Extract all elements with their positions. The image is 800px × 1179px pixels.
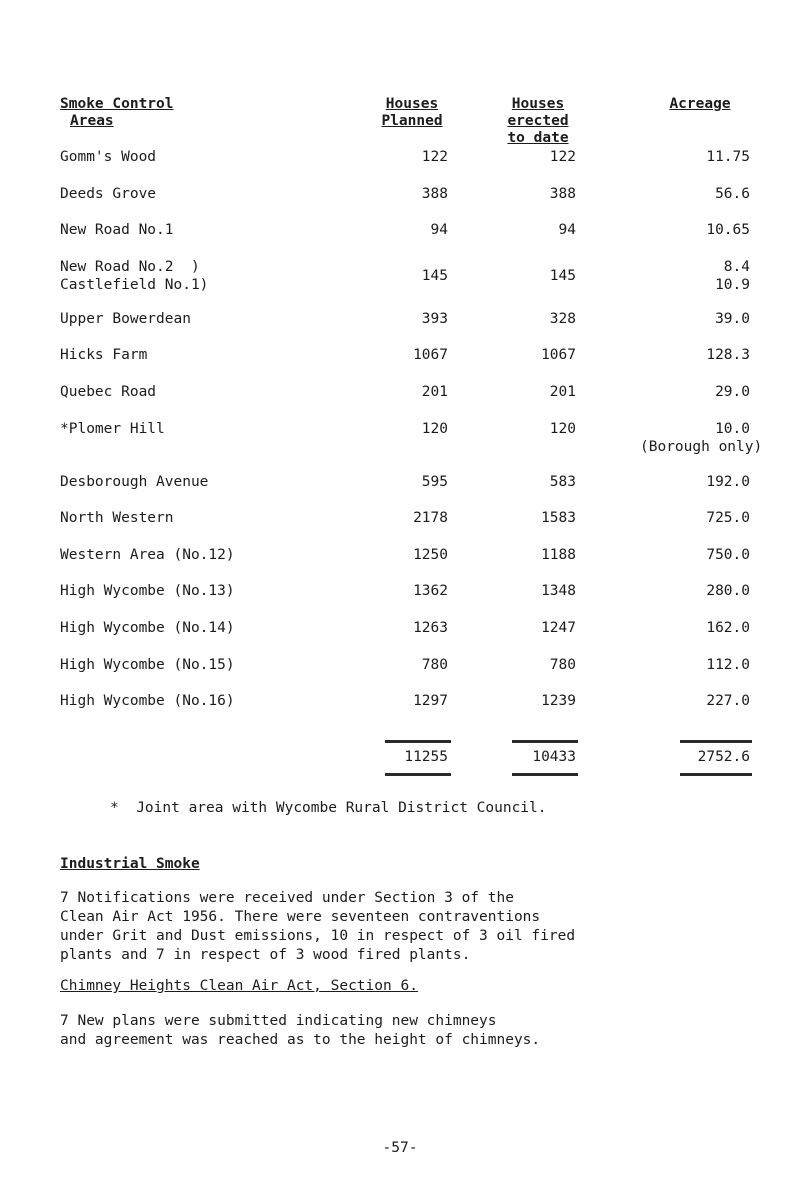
header-planned-line1: Houses (385, 96, 439, 112)
row-erected: 201 (549, 383, 576, 400)
rule-top-erected (512, 740, 578, 743)
row-erected: 1067 (541, 347, 576, 364)
table-row (0, 185, 800, 222)
row-planned: 122 (421, 149, 448, 165)
header-acreage (645, 96, 755, 113)
chimney-heights-text: 7 New plans were submitted indicating new chimneys and agreement was reached as to the height of chimneys. (60, 1013, 541, 1048)
row-planned: 595 (421, 473, 448, 490)
row-erected: 583 (549, 473, 576, 490)
row-acreage-value: 10.0 (715, 420, 750, 437)
total-planned: 11255 (404, 749, 448, 765)
table-row (0, 148, 800, 185)
row-acreage: 750.0 (706, 546, 750, 563)
row-planned: 388 (421, 185, 448, 202)
row-erected: 1239 (541, 693, 576, 710)
row-acreage: 162.0 (706, 619, 750, 636)
table-row (0, 619, 800, 656)
row-erected: 780 (549, 656, 576, 673)
row-acreage-note: (Borough only) (640, 438, 763, 455)
smoke-control-table (0, 148, 800, 729)
row-acreage: 10.65 (706, 222, 750, 239)
table-row (0, 656, 800, 693)
table-row (0, 546, 800, 583)
row-erected: 122 (549, 149, 576, 165)
rule-bottom-planned (385, 773, 451, 776)
row-planned: 94 (430, 222, 448, 239)
row-acreage (640, 420, 763, 456)
row-name: *Plomer Hill (60, 420, 165, 437)
rule-top-acreage (680, 740, 752, 743)
row-erected: 328 (549, 310, 576, 327)
chimney-heights-heading: Chimney Heights Clean Air Act, Section 6. (60, 978, 418, 994)
table-row (0, 582, 800, 619)
table-row (0, 346, 800, 383)
joint-area-footnote: * Joint area with Wycombe Rural District Council. (110, 800, 547, 816)
header-col1-line2: Areas (70, 113, 114, 129)
header-erected-line3: to date (507, 130, 569, 146)
row-acreage: 227.0 (706, 693, 750, 710)
row-planned: 1297 (413, 693, 448, 710)
table-row (0, 310, 800, 347)
row-acreage: 11.75 (706, 149, 750, 165)
row-name: Hicks Farm (60, 347, 148, 364)
header-col1-line1: Smoke Control (60, 96, 174, 112)
row-planned: 1263 (413, 619, 448, 636)
row-planned: 780 (421, 656, 448, 673)
row-name-line1: New Road No.2 ) (60, 258, 200, 275)
row-erected: 145 (549, 267, 576, 284)
table-row (0, 258, 800, 310)
row-name: North Western (60, 510, 174, 527)
row-planned: 393 (421, 310, 448, 327)
row-acreage: 112.0 (706, 656, 750, 673)
rule-bottom-erected (512, 773, 578, 776)
row-planned: 1362 (413, 583, 448, 600)
totals-row (0, 740, 800, 770)
row-acreage (640, 258, 750, 294)
table-row (0, 383, 800, 420)
row-planned: 1250 (413, 546, 448, 563)
header-planned-line2: Planned (381, 113, 443, 129)
header-erected-line1: Houses (511, 96, 565, 112)
row-acreage: 192.0 (706, 473, 750, 490)
table-row (0, 509, 800, 546)
header-houses-planned (362, 96, 462, 130)
total-erected: 10433 (532, 749, 576, 765)
row-name: New Road No.1 (60, 222, 174, 239)
row-acreage: 725.0 (706, 510, 750, 527)
header-houses-erected (483, 96, 593, 147)
row-name: High Wycombe (No.16) (60, 693, 235, 710)
row-erected: 1583 (541, 510, 576, 527)
row-name (60, 258, 208, 294)
page-number: -57- (382, 1140, 418, 1156)
table-row (0, 473, 800, 510)
row-acreage: 128.3 (706, 347, 750, 364)
row-erected: 120 (549, 420, 576, 437)
row-acreage-line1: 8.4 (723, 258, 750, 275)
row-planned: 201 (421, 383, 448, 400)
industrial-smoke-heading: Industrial Smoke (60, 856, 200, 872)
row-acreage-line2: 10.9 (715, 276, 750, 293)
row-erected: 1188 (541, 546, 576, 563)
header-acreage-label: Acreage (669, 96, 731, 112)
row-planned: 2178 (413, 510, 448, 527)
row-name: Gomm's Wood (60, 149, 157, 165)
row-erected: 1247 (541, 619, 576, 636)
row-name: Quebec Road (60, 383, 157, 400)
row-name: Western Area (No.12) (60, 546, 235, 563)
row-name: High Wycombe (No.15) (60, 656, 235, 673)
table-row (0, 221, 800, 258)
row-name: High Wycombe (No.14) (60, 619, 235, 636)
row-name: High Wycombe (No.13) (60, 583, 235, 600)
row-erected: 1348 (541, 583, 576, 600)
row-planned: 1067 (413, 347, 448, 364)
rule-bottom-acreage (680, 773, 752, 776)
row-acreage: 280.0 (706, 583, 750, 600)
row-planned: 145 (421, 267, 448, 284)
total-acreage: 2752.6 (697, 749, 750, 765)
row-acreage: 29.0 (715, 383, 750, 400)
row-acreage: 56.6 (715, 185, 750, 202)
header-smoke-control-areas (60, 96, 174, 130)
table-row (0, 420, 800, 473)
row-erected: 388 (549, 185, 576, 202)
row-name: Desborough Avenue (60, 473, 209, 490)
industrial-smoke-text: 7 Notifications were received under Section 3 of the Clean Air Act 1956. There were seventeen contraventions under Grit and Dust emissions, 10 in respect of 3 oil fired plants and 7 in respect of 3 wood fired plants. (60, 890, 576, 963)
row-name: Deeds Grove (60, 185, 157, 202)
header-erected-line2: erected (507, 113, 569, 129)
row-erected: 94 (558, 222, 576, 239)
rule-top-planned (385, 740, 451, 743)
row-planned: 120 (421, 420, 448, 437)
row-acreage: 39.0 (715, 310, 750, 327)
row-name-line2: Castlefield No.1) (60, 276, 209, 293)
table-row (0, 692, 800, 729)
row-name: Upper Bowerdean (60, 310, 191, 327)
